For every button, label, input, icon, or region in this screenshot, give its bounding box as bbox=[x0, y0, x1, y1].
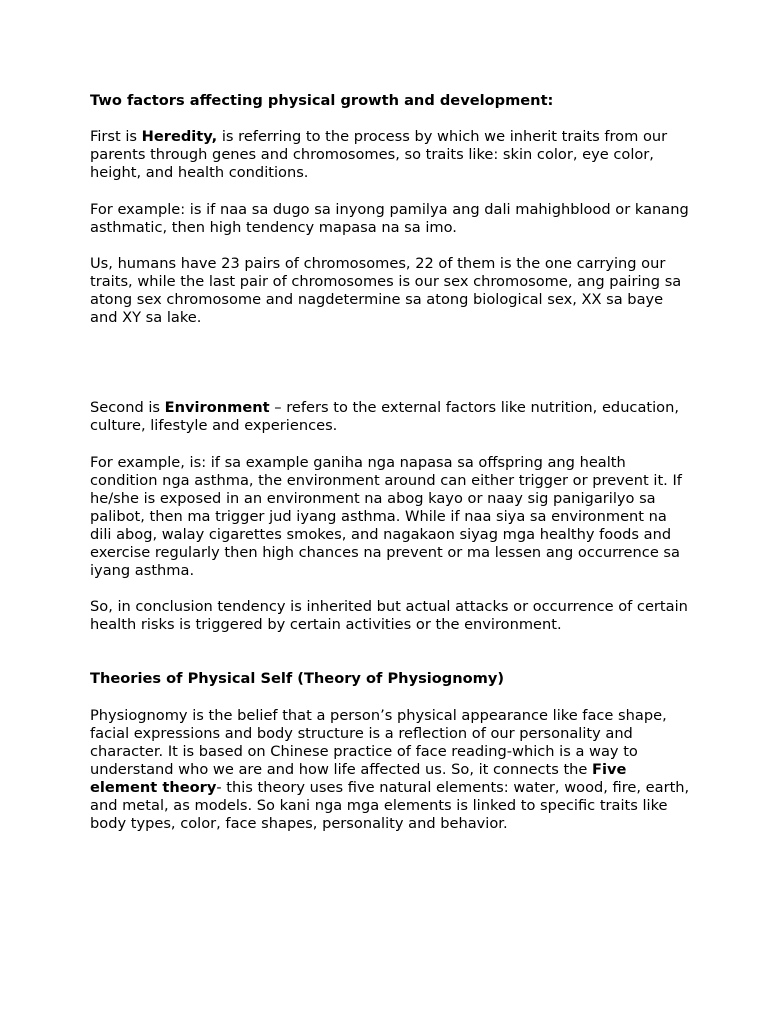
environment-example-paragraph: For example, is: if sa example ganiha nga napasa sa offspring ang health condition nga asthma, the environment around can either trigger or prevent it. If he/she is exposed in an environment na abog kayo or naay sig panigarilyo sa palibot, then ma trigger jud iyang asthma. While if naa siya sa environment na dili abog, walay cigarettes smokes, and nagakaon siyag mga healthy foods and exercise regularly then high chances na prevent or ma lessen ang occurrence sa iyang asthma. bbox=[90, 453, 682, 580]
document-page bbox=[90, 92, 690, 833]
heredity-example-paragraph: For example: is if naa sa dugo sa inyong pamilya ang dali mahighblood or kanang asthmatic, then high tendency mapasa na sa imo. bbox=[90, 200, 689, 236]
environment-term: Environment bbox=[164, 399, 270, 417]
environment-intro: Second is bbox=[90, 399, 165, 417]
five-element-term: Five element theory bbox=[90, 760, 627, 796]
section-heading-theories: Theories of Physical Self (Theory of Physiognomy) bbox=[90, 670, 505, 688]
environment-text: – refers to the external factors like nutrition, education, culture, lifestyle and experiences. bbox=[90, 399, 679, 435]
heredity-intro: First is bbox=[90, 128, 142, 146]
conclusion-paragraph: So, in conclusion tendency is inherited but actual attacks or occurrence of certain health risks is triggered by certain activities or the environment. bbox=[90, 598, 688, 634]
chromosomes-paragraph: Us, humans have 23 pairs of chromosomes, 22 of them is the one carrying our traits, while the last pair of chromosomes is our sex chromosome, ang pairing sa atong sex chromosome and nagdetermine sa atong biological sex, XX sa baye and XY sa lake. bbox=[90, 254, 682, 327]
environment-paragraph bbox=[90, 399, 690, 435]
section-heading-factors: Two factors affecting physical growth and development: bbox=[90, 92, 554, 109]
heredity-text: is referring to the process by which we inherit traits from our parents through genes and chromosomes, so traits like: skin color, eye color, height, and health conditions. bbox=[90, 128, 668, 182]
heredity-term: Heredity, bbox=[141, 128, 218, 146]
physiognomy-text-1: Physiognomy is the belief that a person’s physical appearance like face shape, facial expressions and body structure is a reflection of our personality and character. It is based on Chinese practice of face reading-which is a way to understand who we are and how life affected us. So, it connects the bbox=[90, 706, 667, 778]
physiognomy-paragraph bbox=[90, 707, 690, 834]
heredity-paragraph bbox=[90, 128, 690, 182]
physiognomy-text-2: - this theory uses five natural elements: water, wood, fire, earth, and metal, as models. So kani nga mga elements is linked to specific traits like body types, color, face shapes, personality and behavior. bbox=[90, 779, 690, 833]
